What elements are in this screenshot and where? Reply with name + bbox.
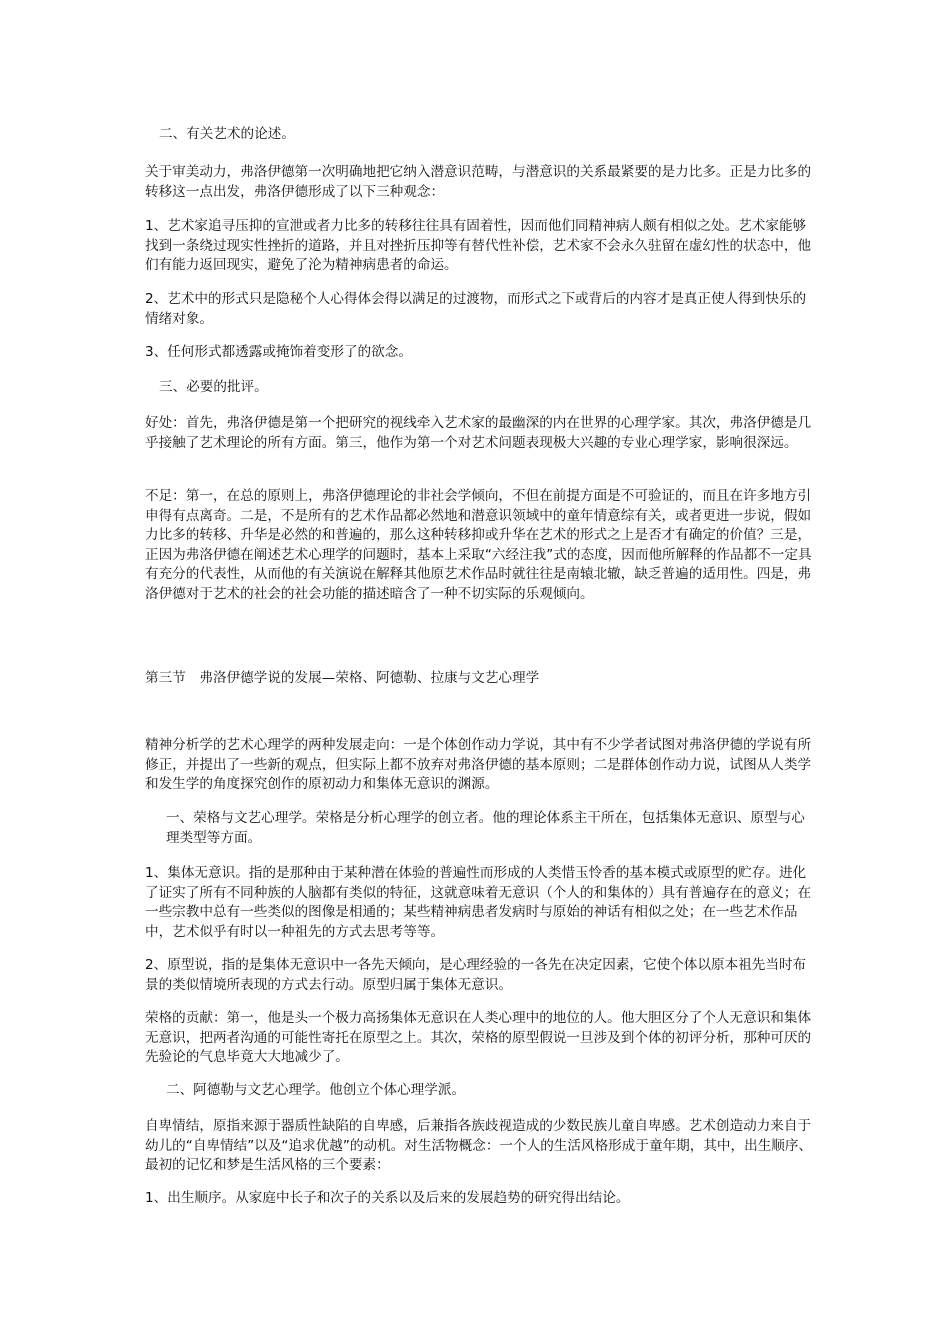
heading-section-3: 三、必要的批评。	[159, 379, 268, 395]
paragraph-archetype: 2、原型说，指的是集体无意识中一各先天倾向，是心理经验的一各先在决定因素，它使个体以原本祖先当时布景的类似情境所表现的方式去行动。原型归属于集体无意识。	[145, 957, 807, 993]
paragraph-shortcomings: 不足：第一，在总的原则上，弗洛伊德理论的非社会学倾向，不但在前提方面是不可验证的，而且在许多地方引申得有点离奇。二是，不是所有的艺术作品都必然地和潜意识领域中的童年情意综有关，或者更进一步说，假如力比多的转移、升华是必然的和普遍的，那么这种转移抑或升华在艺术的形式之上是否才有确定的价值？三是，正因为弗洛伊德在阐述艺术心理学的问题时，基本上采取“六经注我”式的态度，因而他所解释的作品都不一定具有充分的代表性，从而他的有关演说在解释其他原艺术作品时就往往是南辕北辙，缺乏普遍的适用性。四是，弗洛伊德对于艺术的社会的社会功能的描述暗含了一种不切实际的乐观倾向。	[145, 488, 812, 602]
paragraph-jung: 一、荣格与文艺心理学。荣格是分析心理学的创立者。他的理论体系主干所在，包括集体无意识、原型与心理类型等方面。	[166, 810, 805, 846]
paragraph-intro: 精神分析学的艺术心理学的两种发展走向：一是个体创作动力学说，其中有不少学者试图对弗洛伊德的学说有所修正，并提出了一些新的观点，但实际上都不放弃对弗洛伊德的基本原则；二是群体创作动力说，试图从人类学和发生学的角度探究创作的原初动力和集体无意识的渊源。	[145, 737, 812, 792]
paragraph-jung-contribution: 荣格的贡献：第一，他是头一个极力高扬集体无意识在人类心理中的地位的人。他大胆区分了个人无意识和集体无意识，把两者沟通的可能性寄托在原型之上。其次，荣格的原型假说一旦涉及到个体的初评分析，那种可厌的先验论的气息毕竟大大地减少了。	[145, 1010, 812, 1065]
paragraph-birth-order: 1、出生顺序。从家庭中长子和次子的关系以及后来的发展趋势的研究得出结论。	[145, 1190, 630, 1206]
paragraph-inferiority-complex: 自卑情结，原指来源于器质性缺陷的自卑感，后兼指各族歧视造成的少数民族儿童自卑感。艺术创造动力来自于幼儿的“自卑情结”以及“追求优越”的动机。对生活物概念：一个人的生活风格形成于童年期，其中，出生顺序、最初的记忆和梦是生活风格的三个要素：	[145, 1118, 813, 1173]
paragraph-item-2: 2、艺术中的形式只是隐秘个人心得体会得以满足的过渡物，而形式之下或背后的内容才是真正使人得到快乐的情绪对象。	[145, 291, 807, 327]
paragraph-merits: 好处：首先，弗洛伊德是第一个把研究的视线牵入艺术家的最幽深的内在世界的心理学家。其次，弗洛伊德是几乎接触了艺术理论的所有方面。第三，他作为第一个对艺术问题表现极大兴趣的专业心理学家，影响很深远。	[145, 415, 812, 451]
paragraph-item-3: 3、任何形式都透露或掩饰着变形了的欲念。	[145, 344, 412, 360]
paragraph-item-1: 1、艺术家追寻压抑的宣泄或者力比多的转移往往具有固着性，因而他们同精神病人颇有相似之处。艺术家能够找到一条绕过现实性挫折的道路，并且对挫折压抑等有替代性补偿，艺术家不会永久驻留在虚幻性的状态中，他们有能力返回现实，避免了沦为精神病患者的命运。	[145, 218, 812, 273]
chapter-section-title: 第三节 弗洛伊德学说的发展—荣格、阿德勒、拉康与文艺心理学	[145, 670, 540, 686]
paragraph-aesthetic-motivation: 关于审美动力，弗洛伊德第一次明确地把它纳入潜意识范畴，与潜意识的关系最紧要的是力比多。正是力比多的转移这一点出发，弗洛伊德形成了以下三种观念：	[145, 164, 812, 200]
paragraph-adler: 二、阿德勒与文艺心理学。他创立个体心理学派。	[166, 1082, 466, 1098]
heading-section-2: 二、有关艺术的论述。	[159, 126, 295, 142]
paragraph-collective-unconscious: 1、集体无意识。指的是那种由于某种潜在体验的普遍性而形成的人类惜玉怜香的基本模式或原型的贮存。进化了证实了所有不同种族的人脑都有类似的特征，这就意味着无意识（个人的和集体的）具有普遍存在的意义；在一些宗教中总有一些类似的图像是相通的；某些精神病患者发病时与原始的神话有相似之处；在一些艺术作品中，艺术似乎有时以一种祖先的方式去思考等等。	[145, 865, 812, 940]
